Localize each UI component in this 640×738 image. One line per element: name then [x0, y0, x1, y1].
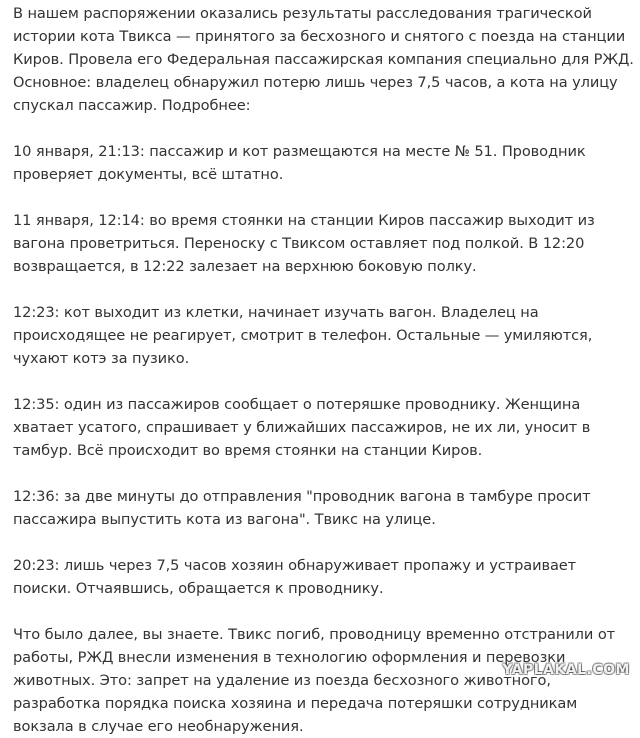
article-paragraph-1235: 12:35: один из пассажиров сообщает о потеряшке проводнику. Женщина хватает усатого, спрашивает у ближайших пассажиров, не их ли, уносит в тамбур. Всё происходит во время стоянки на станции Киров. — [13, 396, 591, 459]
article-paragraph-jan11: 11 января, 12:14: во время стоянки на станции Киров пассажир выходит из вагона проветриться. Переноску с Твиксом оставляет под полкой. В 12:20 возвращается, в 12:22 залезает на верхнюю боковую полку. — [13, 212, 595, 275]
article-paragraph-2023: 20:23: лишь через 7,5 часов хозяин обнаруживает пропажу и устраивает поиски. Отчаявшись, обращается к проводнику. — [13, 557, 577, 597]
article-paragraph-outcome: Что было далее, вы знаете. Твикс погиб, проводницу временно отстранили от работы, РЖД внесли изменения в технологию оформления и перевозки животных. Это: запрет на удаление из поезда бесхозного животного, разработка порядка поиска хозяина и передача потеряшки сотрудникам вокзала в случае его необнаружения. — [13, 626, 616, 735]
article-paragraph-1236: 12:36: за две минуты до отправления "проводник вагона в тамбуре просит пассажира выпустить кота из вагона". Твикс на улице. — [13, 488, 591, 528]
article-paragraph-intro: В нашем распоряжении оказались результаты расследования трагической истории кота Твикса — принятого за бесхозного и снятого с поезда на станции Киров. Провела его Федеральная пассажирская компания специально для РЖД. Основное: владелец обнаружил потерю лишь через 7,5 часов, а кота на улицу спускал пассажир. Подробнее: — [13, 5, 634, 114]
site-watermark: YAPLAKAL.COM — [502, 662, 630, 678]
article-body — [13, 2, 635, 738]
article-paragraph-jan10: 10 января, 21:13: пассажир и кот размещаются на месте № 51. Проводник проверяет документы, всё штатно. — [13, 143, 586, 183]
article-paragraph-1223: 12:23: кот выходит из клетки, начинает изучать вагон. Владелец на происходящее не реагирует, смотрит в телефон. Остальные — умиляются, чухают котэ за пузико. — [13, 304, 593, 367]
